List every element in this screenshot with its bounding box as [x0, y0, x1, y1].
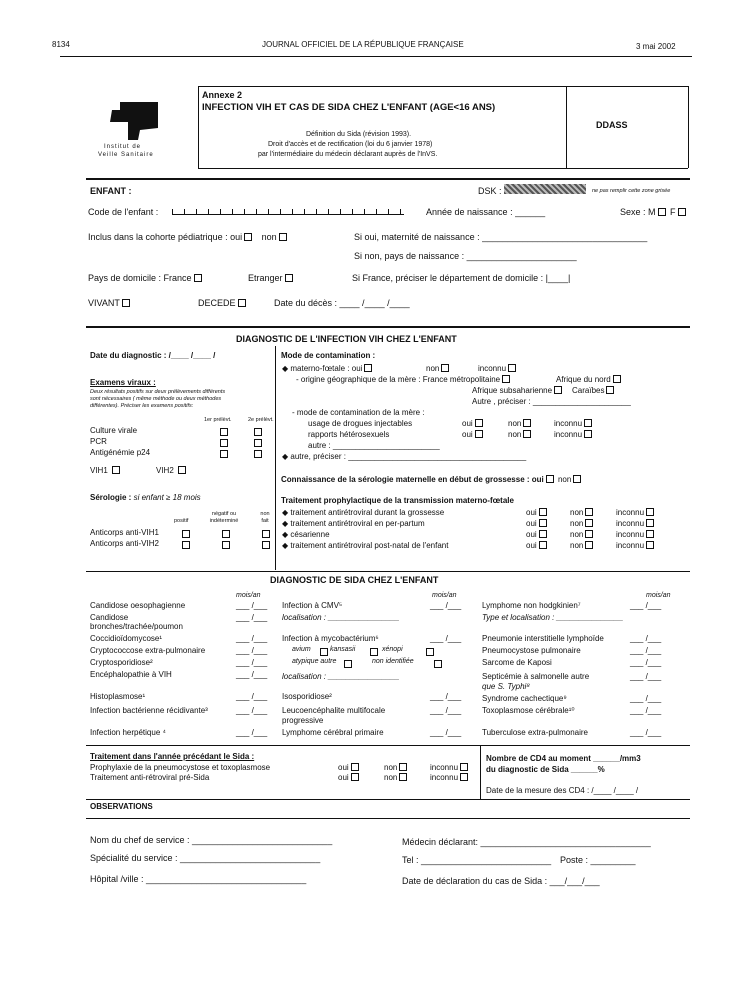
- sida-condition: Infection herpétique ⁴: [90, 728, 166, 737]
- pcr-1-checkbox[interactable]: [220, 439, 228, 447]
- traitement-oui-checkbox[interactable]: [539, 541, 547, 549]
- rapports-oui: oui: [462, 430, 485, 439]
- rapports-inconnu-checkbox[interactable]: [584, 430, 592, 438]
- chef-field[interactable]: Nom du chef de service : ____________________________: [90, 835, 333, 845]
- date-blank-field[interactable]: ___ /___: [630, 646, 662, 655]
- obs-bottom-rule: [86, 818, 690, 819]
- traitement-non: non: [570, 508, 595, 517]
- afrique-nord-checkbox[interactable]: [613, 375, 621, 383]
- anti-inconnu: inconnu: [430, 773, 470, 782]
- date-blank-field[interactable]: ___ /___: [236, 692, 268, 701]
- prophy-non-checkbox[interactable]: [399, 763, 407, 771]
- traitement-non: non: [570, 519, 595, 528]
- dsk-note: ne pas remplir cette zone grisée: [592, 188, 671, 194]
- tel-field[interactable]: Tel : __________________________: [402, 855, 552, 865]
- exam-p24: Antigénémie p24: [90, 448, 151, 457]
- traitement-row: ◆ traitement antirétroviral post-natal de l'enfant: [282, 541, 449, 550]
- mycobacterium-checkbox[interactable]: [320, 648, 328, 656]
- date-blank-field[interactable]: ___ /___: [430, 692, 462, 701]
- usage-label: usage de drogues injectables: [308, 419, 413, 428]
- vih1-checkbox[interactable]: [112, 466, 120, 474]
- sida-condition: Cryptococcose extra-pulmonaire: [90, 646, 206, 655]
- cd4-date-field[interactable]: Date de la mesure des CD4 : /____ /____ /: [486, 786, 639, 795]
- sero-col-positif: positif: [174, 518, 189, 524]
- exam-note-1: Deux résultats positifs sur deux prélèvements différents: [90, 389, 226, 395]
- mois-an-1: mois/an: [236, 592, 261, 599]
- dsk-grey-zone: [504, 184, 586, 194]
- domicile-row: Pays de domicile : France: [88, 273, 204, 283]
- code-label: Code de l'enfant :: [88, 207, 159, 217]
- sida-condition: Infection à CMV⁵: [282, 601, 343, 610]
- mycobacterium-checkbox[interactable]: [344, 660, 352, 668]
- vih2-row: VIH2: [156, 466, 188, 475]
- anti-oui: oui: [338, 773, 361, 782]
- form-title: INFECTION VIH ET CAS DE SIDA CHEZ L'ENFANT (AGE<16 ANS): [202, 102, 496, 113]
- sexe-f-checkbox[interactable]: [678, 208, 686, 216]
- traitement-oui: oui: [526, 519, 549, 528]
- date-blank-field[interactable]: ___ /___: [236, 706, 268, 715]
- autre-preciser-field[interactable]: Autre , préciser : ______________________: [472, 397, 631, 406]
- sida-condition: Infection bactérienne récidivante³: [90, 706, 208, 715]
- prophy-inconnu-checkbox[interactable]: [460, 763, 468, 771]
- traitement-inconnu-checkbox[interactable]: [646, 541, 654, 549]
- traitement-row: ◆ traitement antirétroviral en per-partum: [282, 519, 425, 528]
- traitement-row: ◆ traitement antirétroviral durant la grossesse: [282, 508, 445, 517]
- sida-condition: Candidose: [90, 613, 129, 622]
- traitement-non: non: [570, 530, 595, 539]
- france-checkbox[interactable]: [194, 274, 202, 282]
- traitement-non-checkbox[interactable]: [585, 519, 593, 527]
- anti-retro-label: Traitement anti-rétroviral pré-Sida: [90, 773, 210, 782]
- materno-non: non: [426, 364, 451, 373]
- departement-field[interactable]: Si France, préciser le département de domicile : |____|: [352, 273, 571, 283]
- traitement-row: ◆ césarienne: [282, 530, 330, 539]
- traitement-oui-checkbox[interactable]: [539, 519, 547, 527]
- vih1-nonfait-checkbox[interactable]: [262, 530, 270, 538]
- diag-sida-title: DIAGNOSTIC DE SIDA CHEZ L'ENFANT: [270, 575, 439, 585]
- date-blank-field[interactable]: ___ /___: [630, 634, 662, 643]
- rapports-label: rapports hétérosexuels: [308, 430, 390, 439]
- dsk-label: DSK :: [478, 186, 502, 196]
- header-rule: [60, 56, 692, 57]
- prelev2-col: 2e prélèvt.: [248, 417, 274, 423]
- sida-condition: Leucoencéphalite multifocale: [282, 706, 386, 715]
- title-box-right: [688, 86, 689, 168]
- vih2-nonfait-checkbox[interactable]: [262, 541, 270, 549]
- sero-col-nonfait: non fait: [260, 511, 270, 524]
- date-blank-field[interactable]: ___ /___: [236, 658, 268, 667]
- traitement-rule: [86, 745, 690, 746]
- sida-condition: Syndrome cachectique⁹: [482, 694, 567, 703]
- materno-oui-checkbox[interactable]: [364, 364, 372, 372]
- date-blank-field[interactable]: ___ /___: [430, 728, 462, 737]
- annexe-label: Annexe 2: [202, 90, 243, 100]
- sida-condition: Coccidioïdomycose¹: [90, 634, 163, 643]
- autre-preciser2-field[interactable]: ◆ autre, préciser : ________________________________________: [282, 452, 527, 461]
- observations-title: OBSERVATIONS: [90, 802, 153, 811]
- date-decl-field[interactable]: Date de déclaration du cas de Sida : ___/___/___: [402, 876, 600, 886]
- traitement-inconnu: inconnu: [616, 530, 656, 539]
- decede-row: DECEDE: [198, 298, 248, 308]
- traitement-non-checkbox[interactable]: [585, 530, 593, 538]
- enfant-rule: [86, 178, 690, 180]
- traitement-title: Traitement prophylactique de la transmission materno-fœtale: [281, 496, 514, 505]
- sida-rule: [86, 571, 690, 572]
- maternite-field[interactable]: Si oui, maternité de naissance : _________________________________: [354, 232, 648, 242]
- vih1-negatif-checkbox[interactable]: [222, 530, 230, 538]
- traitement-inconnu-checkbox[interactable]: [646, 519, 654, 527]
- examens-title: Examens viraux :: [90, 378, 156, 387]
- usage-oui-checkbox[interactable]: [475, 419, 483, 427]
- p24-1-checkbox[interactable]: [220, 450, 228, 458]
- subtitle-3: par l'intermédiaire du médecin déclarant auprès de l'InVS.: [258, 151, 438, 158]
- mycobacterium-checkbox[interactable]: [370, 648, 378, 656]
- exam-note-3: différentes). Préciser les examens positifs:: [90, 403, 194, 409]
- prelev1-col: 1er prélèvt.: [204, 417, 232, 423]
- specialite-field[interactable]: Spécialité du service : ____________________________: [90, 853, 321, 863]
- vih-divider: [275, 346, 276, 570]
- rapports-non-checkbox[interactable]: [523, 430, 531, 438]
- sida-condition: que S. Typhi⁸: [482, 682, 530, 691]
- sexe-label: Sexe : M F: [620, 207, 688, 217]
- serologie-title: Sérologie : si enfant ≥ 18 mois: [90, 493, 201, 502]
- cd4-field-1[interactable]: Nombre de CD4 au moment ______/mm3: [486, 754, 641, 763]
- page-number: 8134: [52, 40, 70, 49]
- date-blank-field[interactable]: ___ /___: [236, 646, 268, 655]
- prophy-oui: oui: [338, 763, 361, 772]
- sida-condition: Infection à mycobactérium⁶: [282, 634, 379, 643]
- traitement-oui-checkbox[interactable]: [539, 530, 547, 538]
- invs-logo-icon: [100, 100, 162, 142]
- materno-row: ◆ materno-fœtale : oui: [282, 364, 374, 373]
- mode-mere-label: - mode de contamination de la mère :: [292, 408, 425, 417]
- caraibes-row: Caraïbes: [572, 386, 616, 395]
- sida-condition: progressive: [282, 716, 324, 725]
- origine-row: - origine géographique de la mère : France métropolitaine: [296, 375, 512, 384]
- traitement-annee-title: Traitement dans l'année précédant le Sida :: [90, 752, 255, 761]
- cd4-field-2[interactable]: du diagnostic de Sida ______%: [486, 765, 605, 774]
- cohorte-oui-checkbox[interactable]: [244, 233, 252, 241]
- usage-inconnu-checkbox[interactable]: [584, 419, 592, 427]
- medecin-field[interactable]: Médecin déclarant: __________________________________: [402, 837, 651, 847]
- journal-title: JOURNAL OFFICIEL DE LA RÉPUBLIQUE FRANÇAISE: [262, 40, 464, 49]
- date-blank-field[interactable]: ___ /___: [430, 706, 462, 715]
- usage-non: non: [508, 419, 533, 428]
- vih-rule: [86, 326, 690, 328]
- connaissance-non-checkbox[interactable]: [573, 475, 581, 483]
- sida-condition[interactable]: localisation : ________________: [282, 672, 400, 681]
- cd4-divider: [480, 745, 481, 799]
- date-blank-field[interactable]: ___ /___: [236, 634, 268, 643]
- date-blank-field[interactable]: ___ /___: [236, 670, 268, 679]
- date-diag-field[interactable]: Date du diagnostic : /____ /____ /: [90, 351, 216, 360]
- france-metro-checkbox[interactable]: [502, 375, 510, 383]
- sida-condition: avium: [292, 646, 311, 653]
- vivant-checkbox[interactable]: [122, 299, 130, 307]
- prophy-oui-checkbox[interactable]: [351, 763, 359, 771]
- autre-field[interactable]: autre : ________________________: [308, 441, 440, 450]
- afrique-sub-checkbox[interactable]: [554, 386, 562, 394]
- code-input[interactable]: [172, 204, 404, 215]
- sida-condition: Lymphome non hodgkinien⁷: [482, 601, 581, 610]
- date-blank-field[interactable]: ___ /___: [630, 672, 662, 681]
- mode-title: Mode de contamination :: [281, 351, 376, 360]
- poste-field[interactable]: Poste : _________: [560, 855, 636, 865]
- date-blank-field[interactable]: ___ /___: [630, 728, 662, 737]
- vih1-positif-checkbox[interactable]: [182, 530, 190, 538]
- vih2-checkbox[interactable]: [178, 466, 186, 474]
- sida-condition[interactable]: localisation : ________________: [282, 613, 400, 622]
- etranger-row: Etranger: [248, 273, 295, 283]
- cohorte-non-checkbox[interactable]: [279, 233, 287, 241]
- sida-condition: Encéphalopathie à VIH: [90, 670, 172, 679]
- exam-culture: Culture virale: [90, 426, 138, 435]
- traitement-non: non: [570, 541, 595, 550]
- enfant-label: ENFANT :: [90, 186, 132, 196]
- usage-non-checkbox[interactable]: [523, 419, 531, 427]
- sida-condition: bronches/trachée/poumon: [90, 622, 183, 631]
- date-blank-field[interactable]: ___ /___: [630, 601, 662, 610]
- sida-condition: Septicémie à salmonelle autre: [482, 672, 590, 681]
- sida-condition: Pneumonie interstitielle lymphoïde: [482, 634, 604, 643]
- prophy-non: non: [384, 763, 409, 772]
- annee-field[interactable]: Année de naissance : ______: [426, 207, 546, 217]
- logo-line1: Institut de: [104, 144, 142, 150]
- culture-1-checkbox[interactable]: [220, 428, 228, 436]
- vivant-row: VIVANT: [88, 298, 132, 308]
- date-blank-field[interactable]: ___ /___: [236, 613, 268, 622]
- p24-2-checkbox[interactable]: [254, 450, 262, 458]
- sero-col-negatif: négatif ou indéterminé: [209, 511, 239, 524]
- anti-oui-checkbox[interactable]: [351, 773, 359, 781]
- sida-condition: Pneumocystose pulmonaire: [482, 646, 581, 655]
- connaissance-row: Connaissance de la sérologie maternelle en début de grossesse : oui non: [281, 475, 583, 484]
- cohorte-row: Inclus dans la cohorte pédiatrique : oui non: [88, 232, 289, 242]
- date-blank-field[interactable]: ___ /___: [430, 634, 462, 643]
- mois-an-3: mois/an: [646, 592, 671, 599]
- traitement-inconnu-checkbox[interactable]: [646, 530, 654, 538]
- sida-condition: Isosporidiose²: [282, 692, 332, 701]
- sida-condition: non identifiée: [372, 658, 414, 665]
- etranger-checkbox[interactable]: [285, 274, 293, 282]
- traitement-oui: oui: [526, 541, 549, 550]
- afrique-sub-row: Afrique subsaharienne: [472, 386, 564, 395]
- vih2-positif-checkbox[interactable]: [182, 541, 190, 549]
- sida-condition: Toxoplasmose cérébrale¹⁰: [482, 706, 575, 715]
- sida-condition: Sarcome de Kaposi: [482, 658, 552, 667]
- vih2-negatif-checkbox[interactable]: [222, 541, 230, 549]
- pcr-2-checkbox[interactable]: [254, 439, 262, 447]
- prophylaxie-label: Prophylaxie de la pneumocystose et toxoplasmose: [90, 763, 271, 772]
- culture-2-checkbox[interactable]: [254, 428, 262, 436]
- title-box-left: [198, 86, 199, 168]
- traitement-inconnu-checkbox[interactable]: [646, 508, 654, 516]
- date-blank-field[interactable]: ___ /___: [236, 728, 268, 737]
- subtitle-1: Définition du Sida (révision 1993).: [306, 131, 412, 138]
- date-blank-field[interactable]: ___ /___: [430, 601, 462, 610]
- rapports-oui-checkbox[interactable]: [475, 430, 483, 438]
- traitement-non-checkbox[interactable]: [585, 508, 593, 516]
- date-blank-field[interactable]: ___ /___: [630, 694, 662, 703]
- journal-date: 3 mai 2002: [636, 42, 676, 51]
- title-box-top: [198, 86, 688, 87]
- sida-condition: Tuberculose extra-pulmonaire: [482, 728, 588, 737]
- logo-line2: Veille Sanitaire: [98, 152, 154, 158]
- subtitle-2: Droit d'accès et de rectification (loi du 6 janvier 1978): [268, 141, 433, 148]
- sida-condition: kansasii: [330, 646, 356, 653]
- mycobacterium-checkbox[interactable]: [426, 648, 434, 656]
- diag-vih-title: DIAGNOSTIC DE L'INFECTION VIH CHEZ L'ENFANT: [236, 334, 457, 344]
- title-box-bottom: [198, 168, 688, 169]
- title-box-divider: [566, 86, 567, 168]
- mycobacterium-checkbox[interactable]: [434, 660, 442, 668]
- sida-condition: Histoplasmose¹: [90, 692, 146, 701]
- ddass-label: DDASS: [596, 120, 628, 130]
- sida-condition[interactable]: Type et localisation : _______________: [482, 613, 624, 622]
- anti-non-checkbox[interactable]: [399, 773, 407, 781]
- obs-rule: [86, 799, 690, 800]
- rapports-inconnu: inconnu: [554, 430, 594, 439]
- decede-checkbox[interactable]: [238, 299, 246, 307]
- exam-pcr: PCR: [90, 437, 107, 446]
- anti-inconnu-checkbox[interactable]: [460, 773, 468, 781]
- sida-condition: Cryptosporidiose²: [90, 658, 153, 667]
- prophy-inconnu: inconnu: [430, 763, 470, 772]
- anticorps-vih1: Anticorps anti-VIH1: [90, 528, 159, 537]
- rapports-non: non: [508, 430, 533, 439]
- materno-inconnu-checkbox[interactable]: [508, 364, 516, 372]
- sida-condition: atypique autre: [292, 658, 337, 665]
- usage-oui: oui: [462, 419, 485, 428]
- traitement-oui-checkbox[interactable]: [539, 508, 547, 516]
- mois-an-2: mois/an: [432, 592, 457, 599]
- date-deces-field[interactable]: Date du décès : ____ /____ /____: [274, 298, 410, 308]
- materno-inconnu: inconnu: [478, 364, 518, 373]
- hopital-field[interactable]: Hôpital /ville : ________________________________: [90, 874, 307, 884]
- traitement-oui: oui: [526, 530, 549, 539]
- exam-note-2: sont nécessaires ( même méthode ou deux méthodes: [90, 396, 222, 402]
- date-blank-field[interactable]: ___ /___: [630, 658, 662, 667]
- sexe-m-checkbox[interactable]: [658, 208, 666, 216]
- sida-condition: Lymphome cérébral primaire: [282, 728, 384, 737]
- traitement-oui: oui: [526, 508, 549, 517]
- date-blank-field[interactable]: ___ /___: [236, 601, 268, 610]
- anti-non: non: [384, 773, 409, 782]
- caraibes-checkbox[interactable]: [606, 386, 614, 394]
- materno-non-checkbox[interactable]: [441, 364, 449, 372]
- traitement-inconnu: inconnu: [616, 508, 656, 517]
- pays-naissance-field[interactable]: Si non, pays de naissance : ______________________: [354, 251, 577, 261]
- traitement-non-checkbox[interactable]: [585, 541, 593, 549]
- connaissance-oui-checkbox[interactable]: [546, 475, 554, 483]
- sida-condition: Candidose oesophagienne: [90, 601, 186, 610]
- sida-condition: xénopi: [382, 646, 403, 653]
- date-blank-field[interactable]: ___ /___: [630, 706, 662, 715]
- afrique-nord-row: Afrique du nord: [556, 375, 623, 384]
- usage-inconnu: inconnu: [554, 419, 594, 428]
- traitement-inconnu: inconnu: [616, 519, 656, 528]
- traitement-inconnu: inconnu: [616, 541, 656, 550]
- vih1-row: VIH1: [90, 466, 122, 475]
- anticorps-vih2: Anticorps anti-VIH2: [90, 539, 159, 548]
